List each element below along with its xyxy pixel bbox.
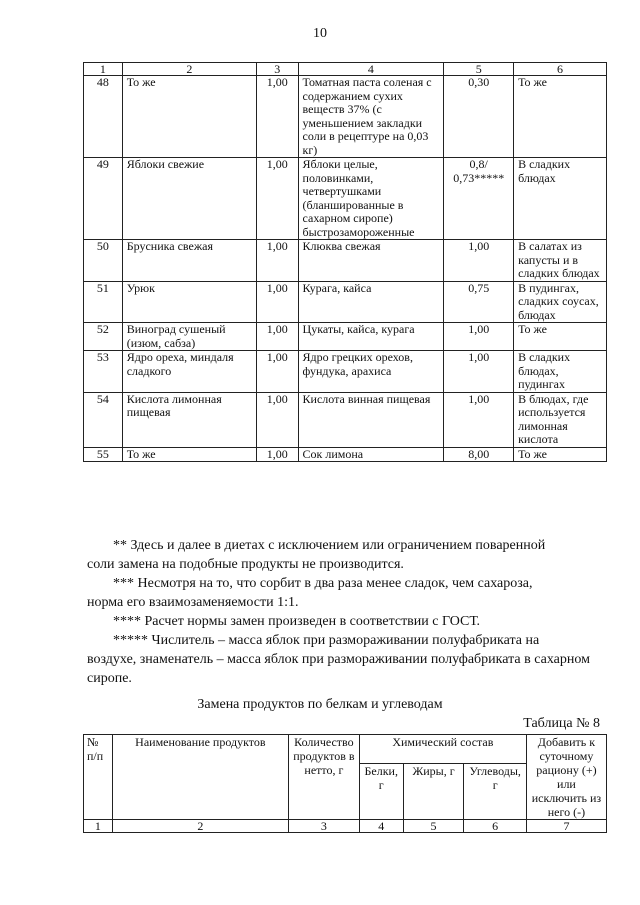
cell-qty: 1,00 <box>257 392 299 447</box>
cell-qty: 1,00 <box>257 76 299 158</box>
cell-norm: 0,75 <box>444 281 514 323</box>
col-fat: Жиры, г <box>403 763 464 819</box>
cell-product: То же <box>122 447 256 462</box>
footnote-continuation: воздухе, знаменатель – масса яблок при размораживании полуфабриката в сахарном сиропе. <box>87 652 590 686</box>
header-cell: 3 <box>257 63 299 76</box>
header-cell: 2 <box>122 63 256 76</box>
cell-note: В блюдах, где используется лимонная кислота <box>514 392 607 447</box>
cell-norm: 0,30 <box>444 76 514 158</box>
cell-product: Кислота лимонная пищевая <box>122 392 256 447</box>
cell-replacement: Курага, кайса <box>298 281 444 323</box>
table8-title: Замена продуктов по белкам и углеводам <box>197 697 443 712</box>
column-number: 3 <box>288 820 359 833</box>
cell-qty: 1,00 <box>257 281 299 323</box>
cell-norm: 1,00 <box>444 240 514 282</box>
footnote-continuation: норма его взаимозаменяемости 1:1. <box>87 595 299 610</box>
cell-product: Брусника свежая <box>122 240 256 282</box>
cell-replacement: Ядро грецких орехов, фундука, арахиса <box>298 351 444 393</box>
footnote-continuation: соли замена на подобные продукты не производится. <box>87 557 404 572</box>
table-row <box>84 351 607 393</box>
table-row <box>84 158 607 240</box>
cell-note: В сладких блюдах <box>514 158 607 240</box>
cell-note: В пудингах, сладких соусах, блюдах <box>514 281 607 323</box>
col-add: Добавить к суточному рациону (+) или исключить из него (-) <box>526 735 606 820</box>
cell-num: 51 <box>84 281 123 323</box>
cell-qty: 1,00 <box>257 240 299 282</box>
page-number: 10 <box>313 26 327 41</box>
header-cell: 6 <box>514 63 607 76</box>
column-number: 4 <box>359 820 403 833</box>
footnote: *** Несмотря на то, что сорбит в два раза менее сладок, чем сахароза, <box>113 576 533 591</box>
table-row <box>84 281 607 323</box>
protein-carb-table <box>83 734 607 833</box>
cell-note: То же <box>514 76 607 158</box>
cell-qty: 1,00 <box>257 351 299 393</box>
footnote: **** Расчет нормы замен произведен в соответствии с ГОСТ. <box>113 614 481 629</box>
cell-qty: 1,00 <box>257 447 299 462</box>
cell-product: Виноград сушеный (изюм, сабза) <box>122 323 256 351</box>
column-number: 6 <box>464 820 526 833</box>
cell-num: 50 <box>84 240 123 282</box>
cell-qty: 1,00 <box>257 323 299 351</box>
cell-note: То же <box>514 447 607 462</box>
cell-product: Яблоки свежие <box>122 158 256 240</box>
cell-norm: 1,00 <box>444 392 514 447</box>
table-row <box>84 392 607 447</box>
col-num: № п/п <box>84 735 113 820</box>
column-number: 7 <box>526 820 606 833</box>
cell-num: 55 <box>84 447 123 462</box>
table-row <box>84 323 607 351</box>
col-carb: Углеводы, г <box>464 763 526 819</box>
column-numbers-row <box>84 820 607 833</box>
cell-replacement: Кислота винная пищевая <box>298 392 444 447</box>
column-number: 5 <box>403 820 464 833</box>
table-row <box>84 240 607 282</box>
col-chem: Химический состав <box>359 735 526 764</box>
header-cell: 4 <box>298 63 444 76</box>
table-row <box>84 76 607 158</box>
cell-product: Ядро ореха, миндаля сладкого <box>122 351 256 393</box>
col-protein: Белки, г <box>359 763 403 819</box>
cell-num: 53 <box>84 351 123 393</box>
cell-norm: 1,00 <box>444 351 514 393</box>
table-row <box>84 447 607 462</box>
cell-product: То же <box>122 76 256 158</box>
cell-note: То же <box>514 323 607 351</box>
cell-note: В сладких блюдах, пудингах <box>514 351 607 393</box>
header-cell: 1 <box>84 63 123 76</box>
cell-num: 49 <box>84 158 123 240</box>
cell-note: В салатах из капусты и в сладких блюдах <box>514 240 607 282</box>
footnotes <box>87 536 608 688</box>
cell-norm: 0,8/ 0,73***** <box>444 158 514 240</box>
cell-product: Урюк <box>122 281 256 323</box>
cell-replacement: Клюква свежая <box>298 240 444 282</box>
cell-replacement: Цукаты, кайса, курага <box>298 323 444 351</box>
cell-norm: 8,00 <box>444 447 514 462</box>
footnote: ** Здесь и далее в диетах с исключением или ограничением поваренной <box>113 538 546 553</box>
cell-norm: 1,00 <box>444 323 514 351</box>
header-cell: 5 <box>444 63 514 76</box>
replacement-table <box>83 62 607 462</box>
table8-number: Таблица № 8 <box>523 716 600 731</box>
cell-replacement: Сок лимона <box>298 447 444 462</box>
cell-replacement: Томатная паста соленая с содержанием сухих веществ 37% (с уменьшением закладки соли в рецептуре на 0,03 кг) <box>298 76 444 158</box>
column-number: 2 <box>112 820 288 833</box>
table-header-row <box>84 63 607 76</box>
cell-num: 54 <box>84 392 123 447</box>
footnote: ***** Числитель – масса яблок при размораживании полуфабриката на <box>113 633 540 648</box>
col-name: Наименование продуктов <box>112 735 288 820</box>
cell-replacement: Яблоки целые, половинками, четвертушками (бланшированные в сахарном сиропе) быстрозамороженные <box>298 158 444 240</box>
column-number: 1 <box>84 820 113 833</box>
cell-num: 48 <box>84 76 123 158</box>
col-qty: Количество продуктов в нетто, г <box>288 735 359 820</box>
cell-num: 52 <box>84 323 123 351</box>
cell-qty: 1,00 <box>257 158 299 240</box>
